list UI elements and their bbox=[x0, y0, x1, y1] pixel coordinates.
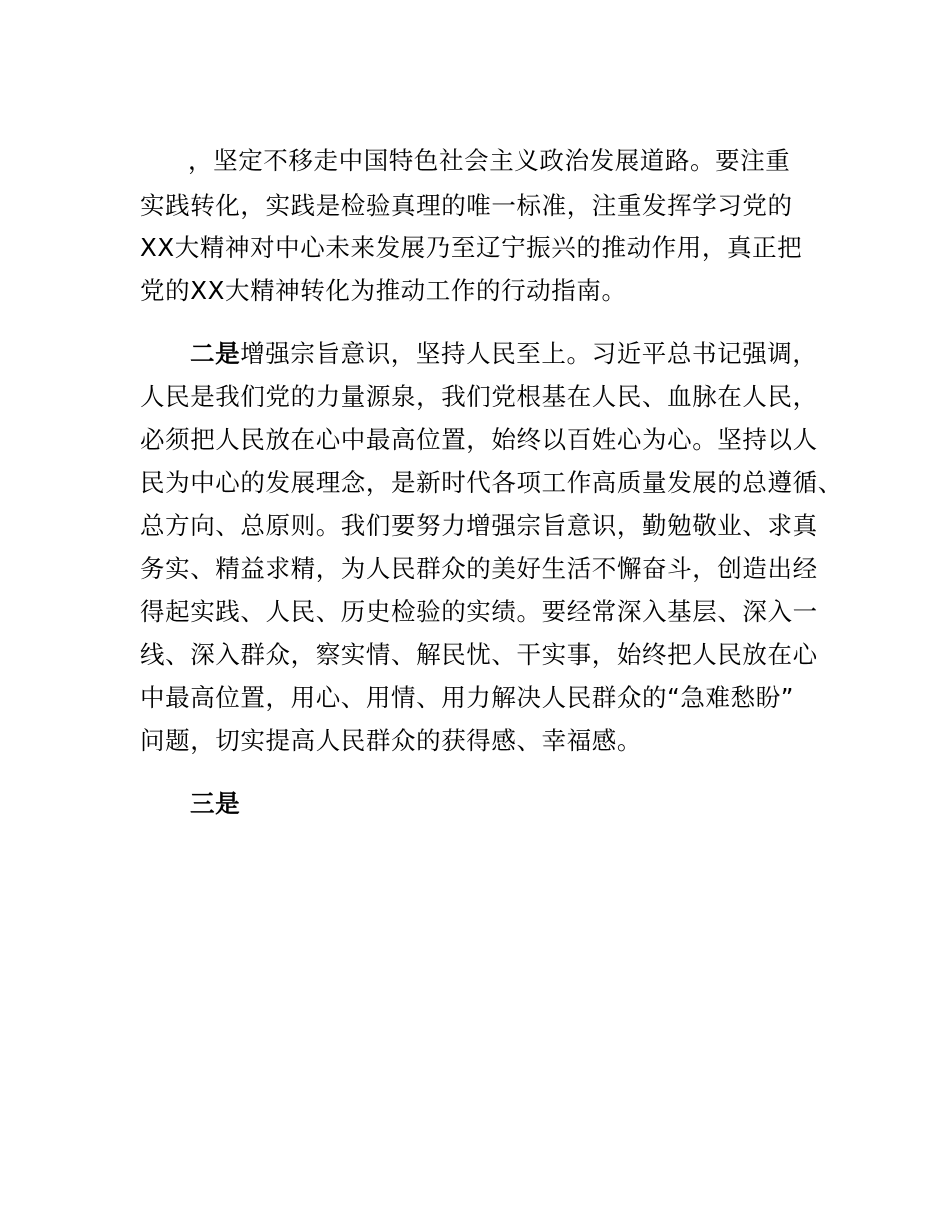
paragraph-2-line-2: 人民是我们党的力量源泉，我们党根基在人民、血脉在人民， bbox=[140, 382, 818, 411]
paragraph-2-line-8: 线、深入群众，察实情、解民忧、干实事，始终把人民放在心 bbox=[140, 640, 818, 669]
paragraph-2-line-9: 中最高位置，用心、用情、用力解决人民群众的“急难愁盼” bbox=[140, 683, 795, 712]
paragraph-2-line-4: 民为中心的发展理念，是新时代各项工作高质量发展的总遵循、 bbox=[140, 468, 843, 497]
paragraph-2-line-5: 总方向、总原则。我们要努力增强宗旨意识，勤勉敬业、求真 bbox=[140, 511, 818, 540]
paragraph-2-line-6: 务实、精益求精，为人民群众的美好生活不懈奋斗，创造出经 bbox=[140, 554, 818, 583]
paragraph-3-line-1 bbox=[190, 784, 240, 824]
paragraph-2-line-10: 问题，切实提高人民群众的获得感、幸福感。 bbox=[140, 726, 642, 755]
paragraph-3-lead: 三是 bbox=[190, 789, 241, 818]
paragraph-2-line-1-text: 增强宗旨意识，坚持人民至上。习近平总书记强调， bbox=[240, 339, 818, 368]
paragraph-1-line-1: ，坚定不移走中国特色社会主义政治发展道路。要注重 bbox=[188, 146, 791, 175]
paragraph-1-line-4: 党的XX大精神转化为推动工作的行动指南。 bbox=[140, 276, 627, 305]
paragraph-2-line-3: 必须把人民放在心中最高位置，始终以百姓心为心。坚持以人 bbox=[140, 425, 818, 454]
paragraph-2-lead: 二是 bbox=[190, 339, 241, 368]
paragraph-2-line-7: 得起实践、人民、历史检验的实绩。要经常深入基层、深入一 bbox=[140, 597, 818, 626]
paragraph-2-line-1 bbox=[190, 334, 818, 374]
paragraph-1-line-3: XX大精神对中心未来发展乃至辽宁振兴的推动作用，真正把 bbox=[140, 233, 803, 262]
paragraph-1-line-2: 实践转化，实践是检验真理的唯一标准，注重发挥学习党的 bbox=[140, 191, 793, 220]
